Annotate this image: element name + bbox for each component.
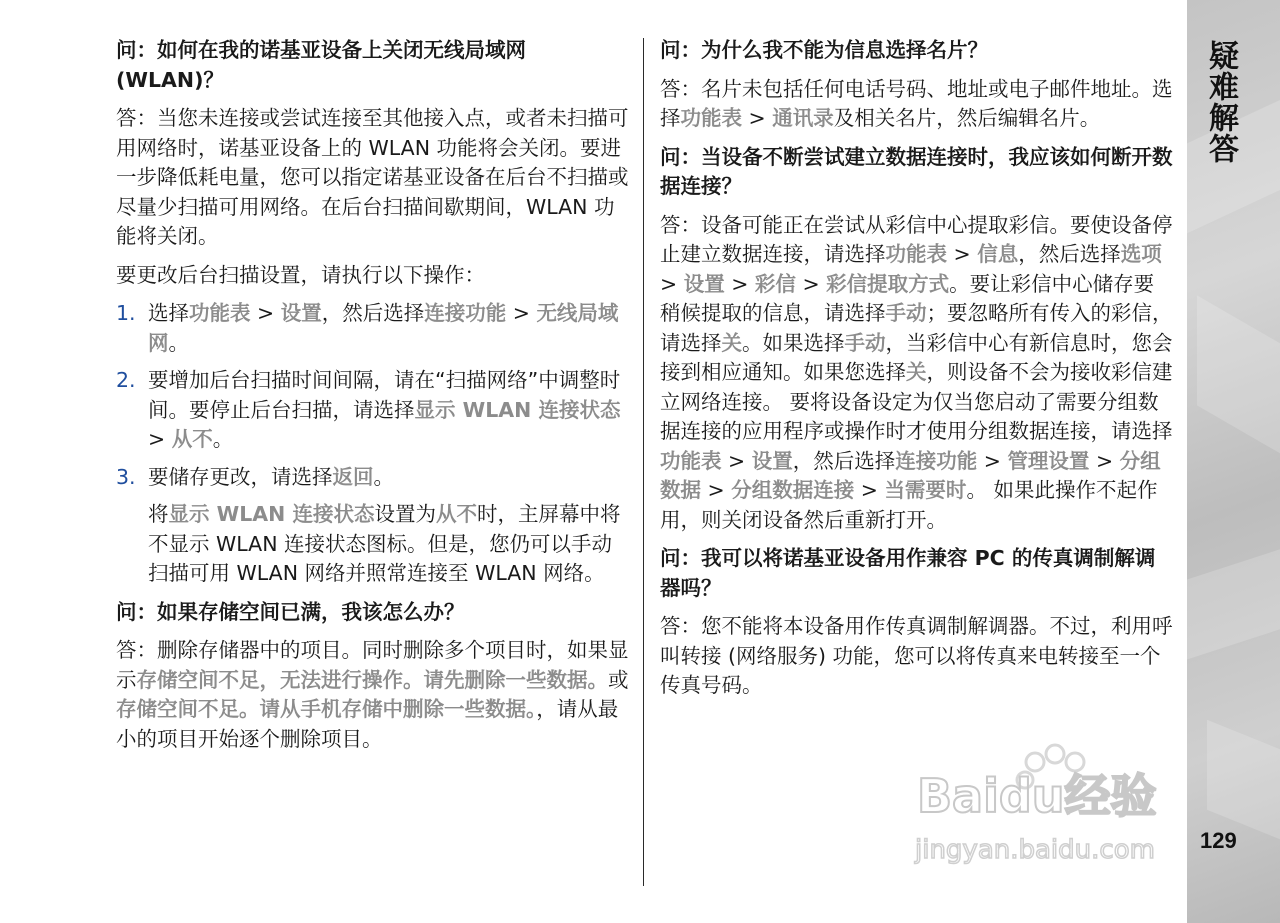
step-text: 要储存更改，请选择返回。: [148, 464, 394, 489]
step-number: 1.: [116, 301, 136, 325]
menu-item: 显示 WLAN 连接状态: [168, 502, 375, 526]
menu-item: 无线局域网: [148, 301, 619, 355]
right-column: [660, 36, 1174, 710]
menu-item: 功能表: [189, 301, 251, 325]
step-2: [116, 366, 630, 455]
menu-item: 通讯录: [772, 106, 834, 130]
page-number: 129: [1200, 828, 1237, 853]
watermark-brand: Baidu经验: [917, 769, 1157, 823]
step-number: 2.: [116, 368, 136, 392]
question-storage: 问：如果存储空间已满，我该怎么办？: [116, 599, 465, 624]
step-note: 将显示 WLAN 连接状态设置为从不时，主屏幕中将不显示 WLAN 连接状态图标。但是，您仍可以手动扫描可用 WLAN 网络并照常连接至 WLAN 网络。: [148, 502, 621, 585]
question-fax-modem: 问：我可以将诺基亚设备用作兼容 PC 的传真调制解调器吗？: [660, 546, 1156, 600]
question-data-connection: 问：当设备不断尝试建立数据连接时，我应该如何断开数据连接？: [660, 144, 1173, 198]
step-number: 3.: [116, 464, 136, 489]
baidu-watermark: [905, 740, 1205, 870]
left-column: [116, 36, 630, 763]
answer-fax-modem: 答：您不能将本设备用作传真调制解调器。不过，利用呼叫转接 (网络服务) 功能，您可以将传真来电转接至一个传真号码。: [660, 614, 1173, 697]
menu-item: 显示 WLAN 连接状态: [414, 397, 621, 422]
answer-storage: 答：删除存储器中的项目。同时删除多个项目时，如果显示存储空间不足，无法进行操作。请先删除一些数据。或存储空间不足。请从手机存储中删除一些数据。，请从最小的项目开始逐个删除项目。: [116, 638, 629, 751]
menu-item: 设置: [280, 301, 322, 325]
menu-item: 功能表: [680, 106, 742, 130]
question-business-card: 问：为什么我不能为信息选择名片？: [660, 38, 988, 62]
error-message: 存储空间不足，无法进行操作。请先删除一些数据。: [136, 667, 608, 692]
watermark-url: jingyan.baidu.com: [915, 835, 1155, 865]
step-text: 要增加后台扫描时间间隔，请在“扫描网络”中调整时间。要停止后台扫描，请选择显示 WLAN 连接状态 > 从不。: [148, 368, 621, 451]
step-3: [116, 463, 630, 493]
answer-business-card: 答：名片未包括任何电话号码、地址或电子邮件地址。选择功能表 > 通讯录及相关名片，然后编辑名片。: [660, 76, 1173, 130]
menu-item: 连接功能: [424, 301, 507, 325]
answer-data-connection: 答：设备可能正在尝试从彩信中心提取彩信。要使设备停止建立数据连接，请选择功能表 > 信息，然后选择选项 > 设置 > 彩信 > 彩信提取方式。要让彩信中心储存要稍候提取的信息，请选择手动；要忽略所有传入的彩信，请选择关。如果选择手动，当彩信中心有新信息时，您会接到相应通知。如果您选择关，则设备不会为接收彩信建立网络连接。 要将设备设定为仅当您启动了需要分组数据连接的应用程序或操作时才使用分组数据连接，请选择功能表 > 设置，然后选择连接功能 > 管理设置 > 分组数据 > 分组数据连接 > 当需要时。 如果此操作不起作用，则关闭设备然后重新打开。: [660, 212, 1173, 532]
error-message: 存储空间不足。请从手机存储中删除一些数据。: [116, 697, 537, 721]
steps-intro: 要更改后台扫描设置，请执行以下操作：: [116, 262, 485, 287]
step-1: [116, 299, 630, 358]
menu-item: 从不: [171, 427, 213, 451]
step-text: 选择功能表 > 设置，然后选择连接功能 > 无线局域网。: [148, 301, 619, 355]
menu-item: 返回: [332, 464, 374, 489]
question-wlan: 问：如何在我的诺基亚设备上关闭无线局域网 (WLAN)？: [116, 38, 526, 92]
column-divider: [643, 38, 644, 886]
section-title: 疑难解答: [1203, 40, 1238, 164]
answer-wlan: 答：当您未连接或尝试连接至其他接入点，或者未扫描可用网络时，诺基亚设备上的 WLAN 功能将会关闭。要进一步降低耗电量，您可以指定诺基亚设备在后台不扫描或尽量少扫描可用网络。在后台扫描间歇期间，WLAN 功能将关闭。: [116, 106, 629, 248]
menu-item: 从不: [435, 502, 477, 526]
